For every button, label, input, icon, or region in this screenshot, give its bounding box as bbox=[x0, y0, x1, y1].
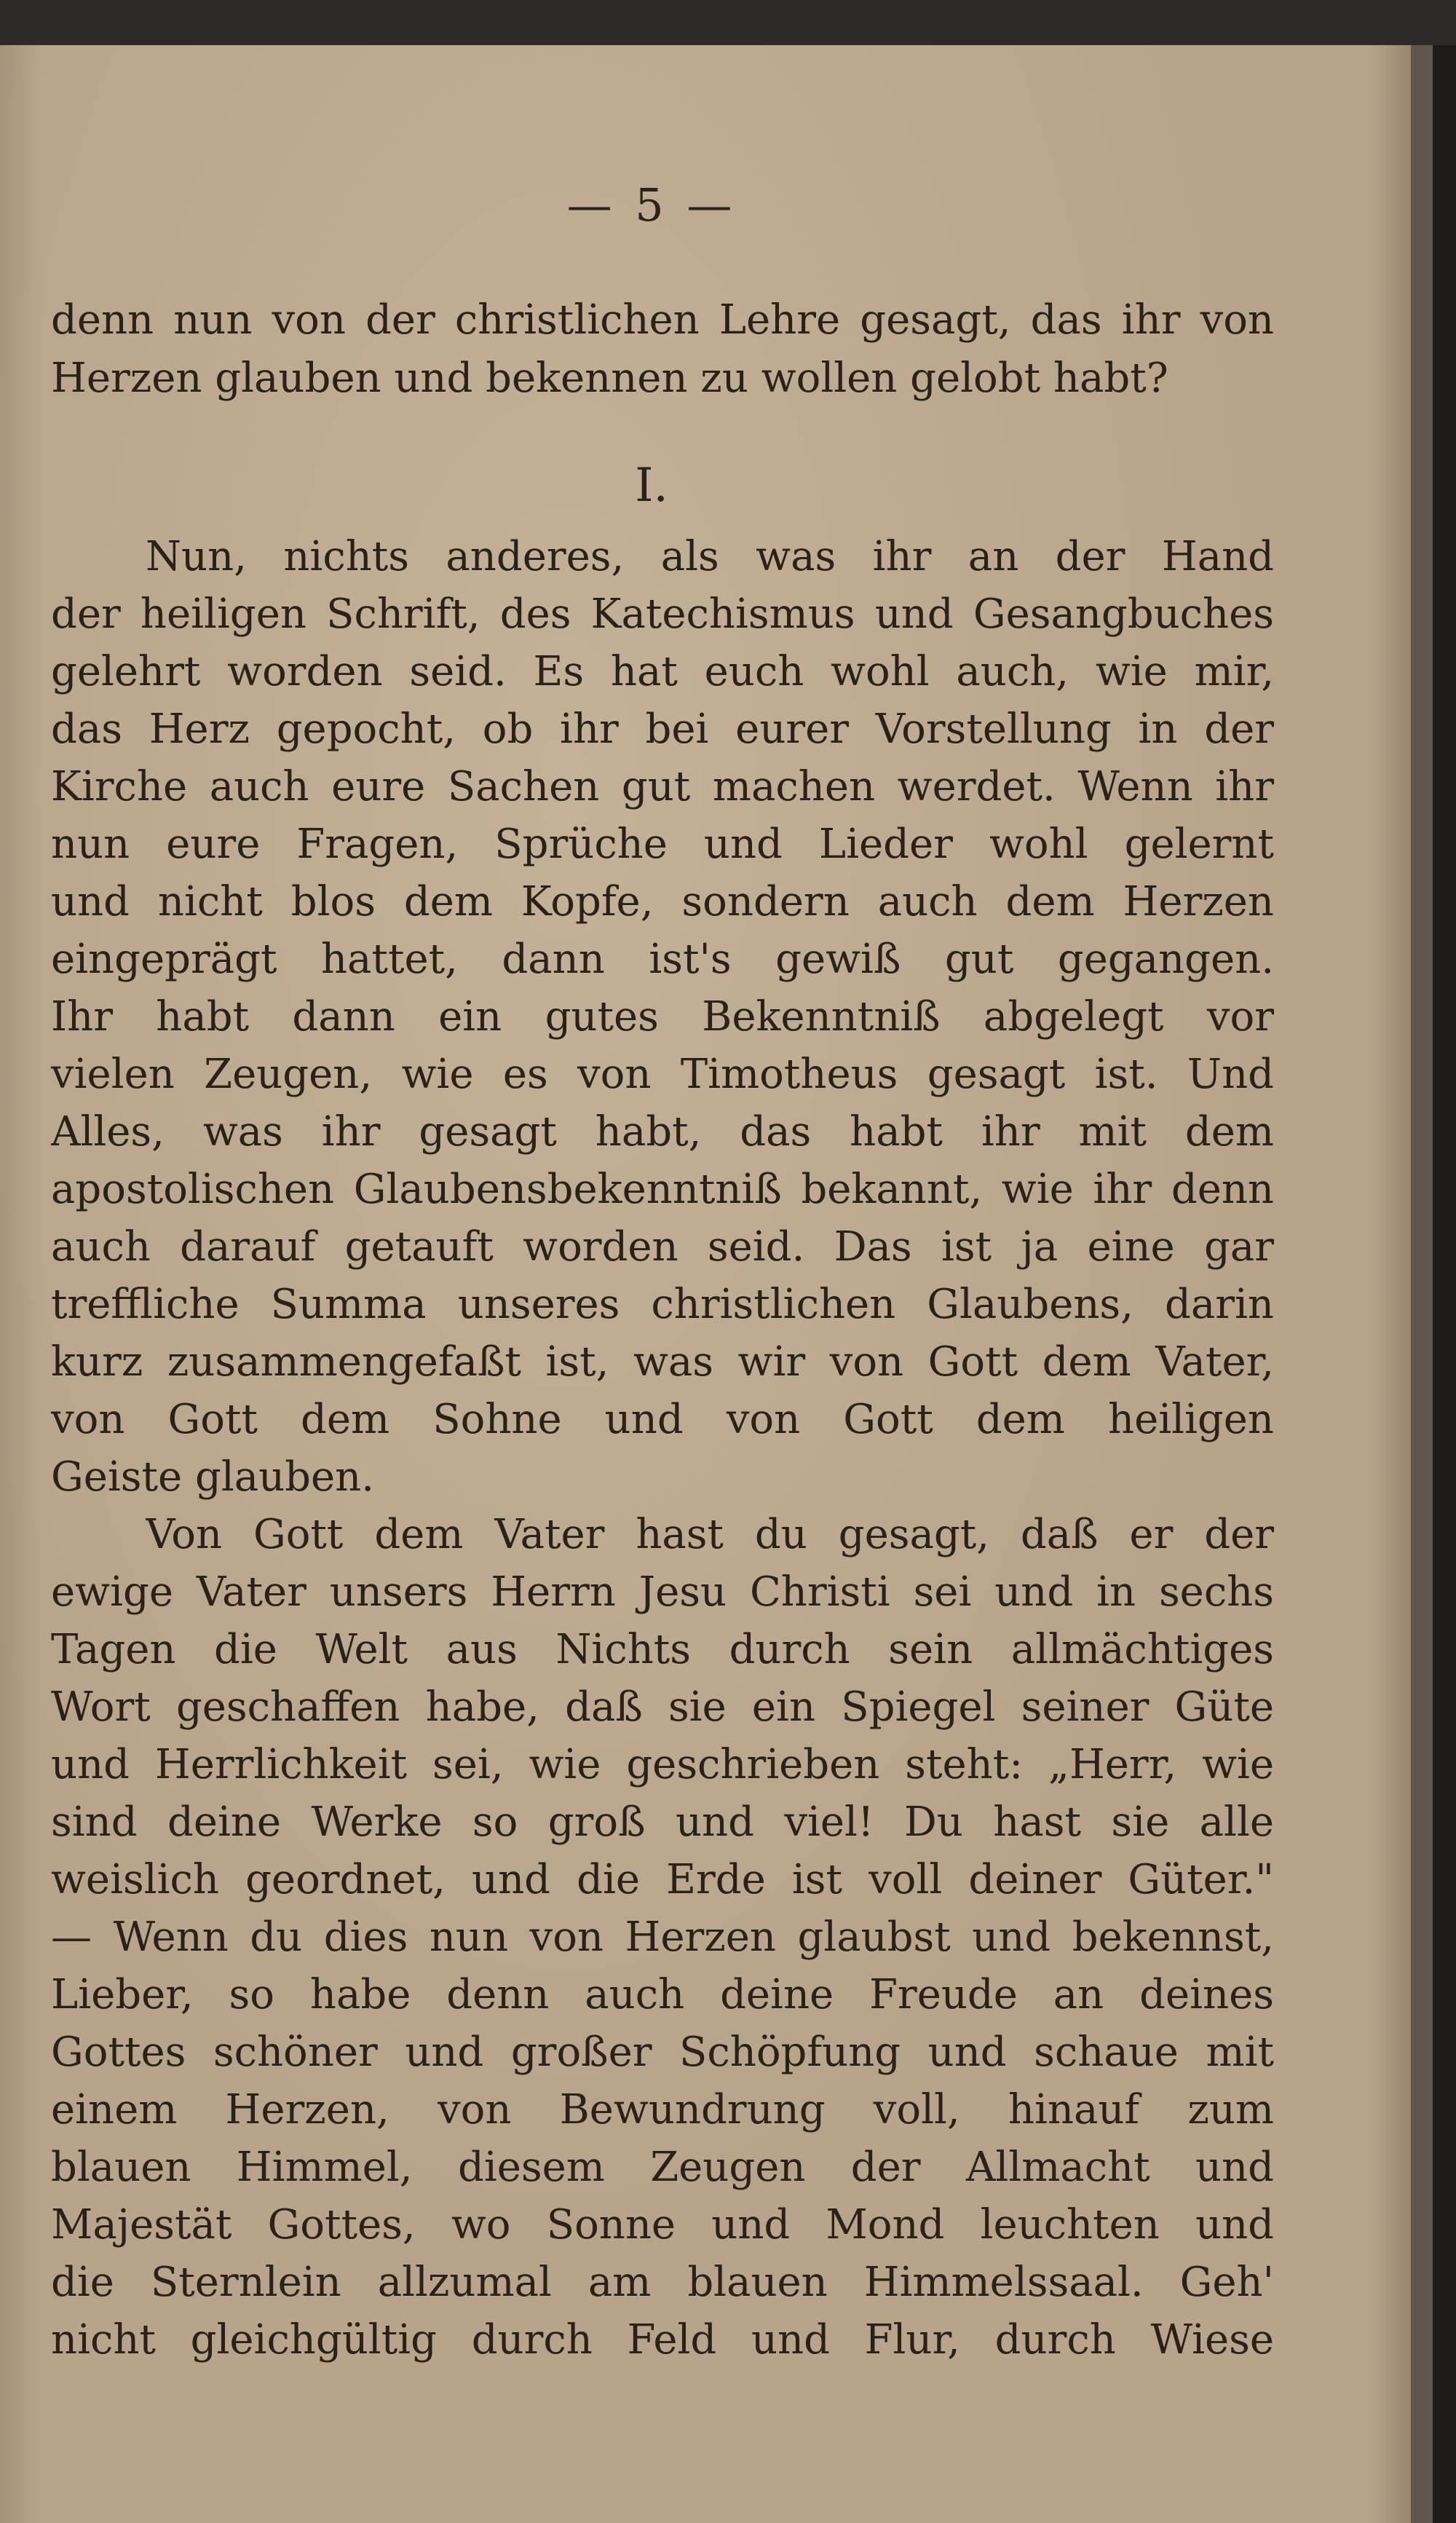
text-line: apostolischen Glaubensbekenntniß bekannt, wie ihr denn bbox=[51, 1166, 1274, 1213]
text-line: Gottes schöner und großer Schöpfung und schaue mit bbox=[51, 2029, 1274, 2076]
text-line: vielen Zeugen, wie es von Timotheus gesagt ist. Und bbox=[51, 1051, 1274, 1098]
text-line: einem Herzen, von Bewundrung voll, hinauf zum bbox=[51, 2086, 1274, 2133]
text-line: ewige Vater unsers Herrn Jesu Christi sei und in sechs bbox=[51, 1568, 1274, 1616]
text-line: nicht gleichgültig durch Feld und Flur, durch Wiese bbox=[51, 2316, 1274, 2364]
text-line: blauen Himmel, diesem Zeugen der Allmacht und bbox=[51, 2144, 1274, 2191]
text-line: und Herrlichkeit sei, wie geschrieben steht: „Herr, wie bbox=[51, 1741, 1274, 1788]
page-edge bbox=[1411, 45, 1433, 2523]
text-line: Alles, was ihr gesagt habt, das habt ihr mit dem bbox=[51, 1108, 1274, 1156]
text-line: sind deine Werke so groß und viel! Du hast sie alle bbox=[51, 1799, 1274, 1846]
text-line: gelehrt worden seid. Es hat euch wohl auch, wie mir, bbox=[51, 648, 1274, 695]
page-number: — 5 — bbox=[566, 178, 737, 232]
text-line: von Gott dem Sohne und von Gott dem heiligen bbox=[51, 1396, 1274, 1443]
text-line: Nun, nichts anderes, als was ihr an der Hand bbox=[146, 533, 1274, 580]
text-line: Geiste glauben. bbox=[51, 1453, 375, 1501]
text-line: Von Gott dem Vater hast du gesagt, daß er der bbox=[146, 1511, 1274, 1558]
text-line: das Herz gepocht, ob ihr bei eurer Vorstellung in der bbox=[51, 706, 1274, 753]
text-line: nun eure Fragen, Sprüche und Lieder wohl gelernt bbox=[51, 821, 1274, 868]
text-line: Kirche auch eure Sachen gut machen werdet. Wenn ihr bbox=[51, 763, 1274, 810]
text-line: — Wenn du dies nun von Herzen glaubst und bekennst, bbox=[51, 1914, 1274, 1961]
text-line: denn nun von der christlichen Lehre gesagt, das ihr von bbox=[51, 296, 1274, 344]
section-heading: I. bbox=[635, 459, 668, 513]
text-line: und nicht blos dem Kopfe, sondern auch dem Herzen bbox=[51, 878, 1274, 925]
text-line: die Sternlein allzumal am blauen Himmelssaal. Geh' bbox=[51, 2259, 1274, 2306]
book-cover-edge bbox=[1433, 45, 1456, 2523]
text-line: eingeprägt hattet, dann ist's gewiß gut gegangen. bbox=[51, 936, 1274, 983]
text-line: weislich geordnet, und die Erde ist voll deiner Güter." bbox=[51, 1856, 1274, 1903]
text-line: Wort geschaffen habe, daß sie ein Spiegel seiner Güte bbox=[51, 1683, 1274, 1731]
text-line: kurz zusammengefaßt ist, was wir von Gott dem Vater, bbox=[51, 1338, 1274, 1386]
text-line: treffliche Summa unseres christlichen Glaubens, darin bbox=[51, 1281, 1274, 1328]
text-line: der heiligen Schrift, des Katechismus und Gesangbuches bbox=[51, 591, 1274, 638]
text-line: auch darauf getauft worden seid. Das ist ja eine gar bbox=[51, 1223, 1274, 1271]
text-line: Ihr habt dann ein gutes Bekenntniß abgelegt vor bbox=[51, 993, 1274, 1041]
text-line: Herzen glauben und bekennen zu wollen gelobt habt? bbox=[51, 355, 1168, 402]
text-line: Majestät Gottes, wo Sonne und Mond leuchten und bbox=[51, 2201, 1274, 2248]
text-line: Tagen die Welt aus Nichts durch sein allmächtiges bbox=[51, 1626, 1274, 1673]
text-line: Lieber, so habe denn auch deine Freude an deines bbox=[51, 1971, 1274, 2018]
